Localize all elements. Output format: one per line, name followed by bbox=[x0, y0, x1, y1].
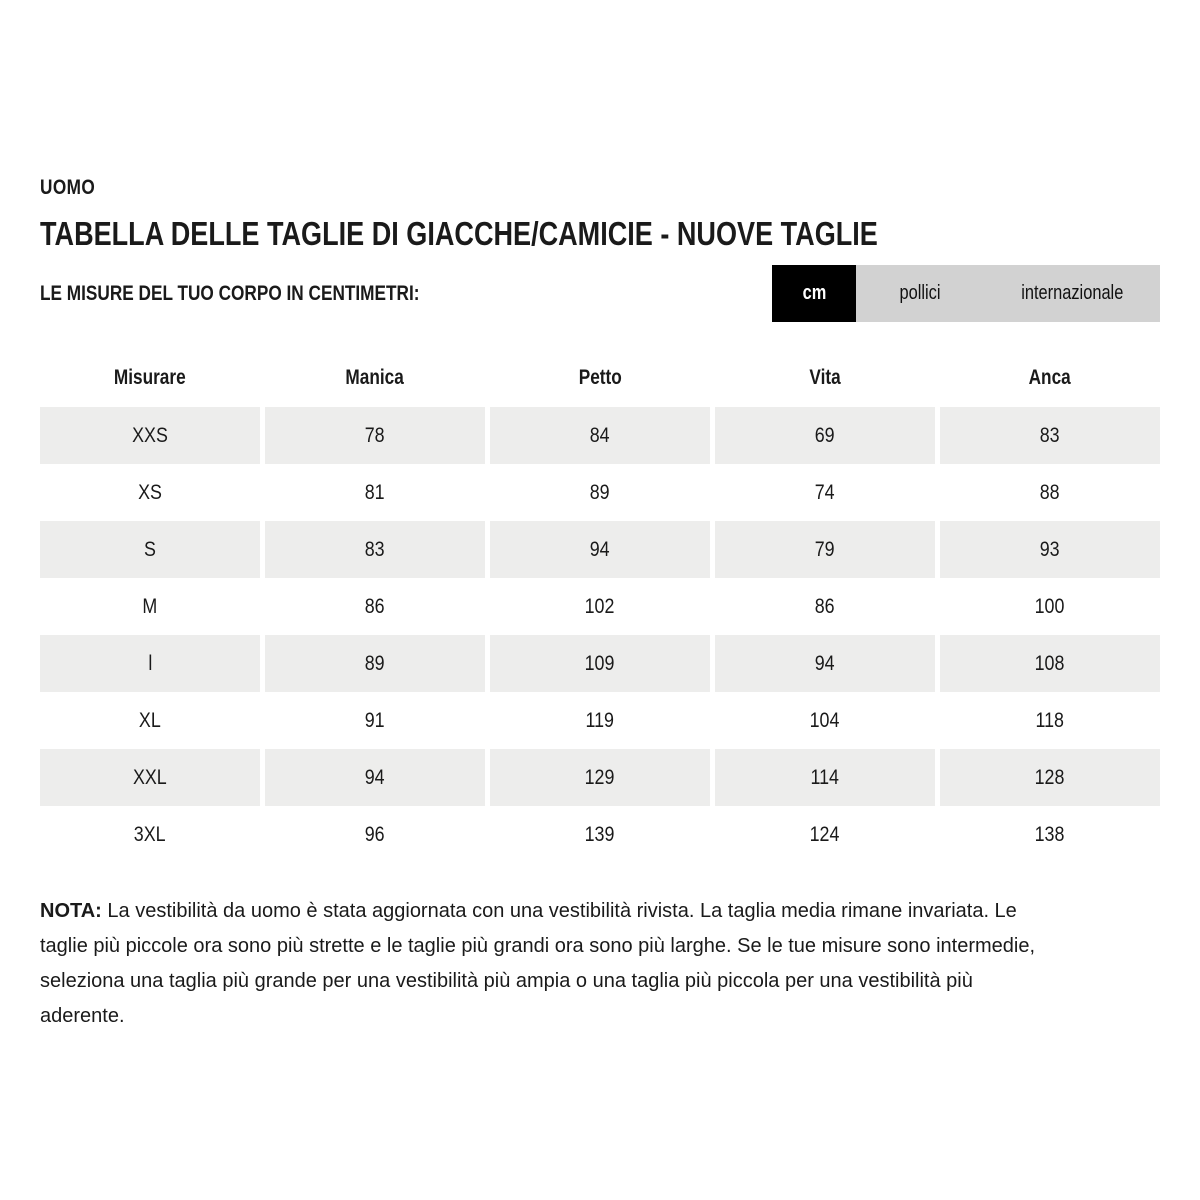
cell-value: 94 bbox=[365, 765, 385, 789]
size-table-header bbox=[40, 355, 1160, 400]
cell-value: 83 bbox=[1040, 423, 1060, 447]
measurement-cell bbox=[715, 407, 935, 464]
category-label bbox=[40, 176, 1160, 200]
cell-value: XS bbox=[138, 480, 162, 504]
fit-note-label: NOTA: bbox=[40, 900, 102, 922]
cell-value: 129 bbox=[585, 765, 615, 789]
cell-value: 93 bbox=[1040, 537, 1060, 561]
measurement-cell bbox=[490, 407, 710, 464]
cell-value: S bbox=[144, 537, 156, 561]
cell-value: 139 bbox=[585, 822, 615, 846]
unit-tabs bbox=[772, 265, 1160, 322]
cell-value: XL bbox=[139, 708, 161, 732]
cell-value: 69 bbox=[815, 423, 835, 447]
cell-value: 83 bbox=[365, 537, 385, 561]
cell-value: 86 bbox=[365, 594, 385, 618]
cell-value: 94 bbox=[815, 651, 835, 675]
size-label-cell bbox=[40, 407, 260, 464]
cell-value: 102 bbox=[585, 594, 615, 618]
measurement-cell bbox=[265, 692, 485, 749]
measurement-cell bbox=[490, 749, 710, 806]
measurement-cell bbox=[490, 521, 710, 578]
cell-value: 124 bbox=[810, 822, 840, 846]
measurement-cell bbox=[715, 749, 935, 806]
measurement-cell bbox=[940, 578, 1160, 635]
fit-note-text: La vestibilità da uomo è stata aggiornata con una vestibilità rivista. La taglia media rimane invariata. Le taglie più piccole ora sono più strette e le taglie più grandi ora sono più larghe. Se le tue misure sono intermedie, seleziona una taglia più grande per una vestibilità più ampia o una taglia più piccola per una vestibilità più aderente. bbox=[40, 900, 1036, 1027]
size-label-cell bbox=[40, 692, 260, 749]
cell-value: 74 bbox=[815, 480, 835, 504]
column-header-manica: Manica bbox=[345, 365, 405, 389]
table-row bbox=[40, 578, 1160, 635]
measurement-cell bbox=[940, 464, 1160, 521]
cell-value: 88 bbox=[1040, 480, 1060, 504]
measurement-cell bbox=[265, 578, 485, 635]
cell-value: 89 bbox=[590, 480, 610, 504]
measurement-cell bbox=[715, 692, 935, 749]
cell-value: 108 bbox=[1035, 651, 1065, 675]
measurements-subtitle-text: LE MISURE DEL TUO CORPO IN CENTIMETRI: bbox=[40, 281, 420, 305]
cell-value: 119 bbox=[585, 708, 615, 732]
column-header-misurare: Misurare bbox=[114, 365, 186, 389]
cell-value: 84 bbox=[590, 423, 610, 447]
cell-value: 118 bbox=[1035, 708, 1065, 732]
cell-value: 96 bbox=[365, 822, 385, 846]
size-table bbox=[40, 355, 1160, 863]
tab-internazionale-label: internazionale bbox=[1020, 282, 1124, 304]
measurement-cell bbox=[490, 464, 710, 521]
measurement-cell bbox=[940, 806, 1160, 863]
table-row bbox=[40, 806, 1160, 863]
subheader-row bbox=[40, 265, 1160, 322]
cell-value: 100 bbox=[1035, 594, 1065, 618]
cell-value: 128 bbox=[1035, 765, 1065, 789]
category-label-text: UOMO bbox=[40, 176, 96, 199]
measurements-subtitle bbox=[40, 282, 503, 306]
cell-value: 104 bbox=[810, 708, 840, 732]
measurement-cell bbox=[265, 407, 485, 464]
size-table-body bbox=[40, 407, 1160, 863]
size-label-cell bbox=[40, 578, 260, 635]
measurement-cell bbox=[940, 692, 1160, 749]
cell-value: 91 bbox=[365, 708, 385, 732]
tab-cm-label: cm bbox=[802, 282, 826, 304]
measurement-cell bbox=[265, 806, 485, 863]
size-label-cell bbox=[40, 749, 260, 806]
measurement-cell bbox=[940, 407, 1160, 464]
measurement-cell bbox=[940, 521, 1160, 578]
cell-value: XXS bbox=[132, 423, 168, 447]
cell-value: M bbox=[142, 594, 158, 618]
cell-value: l bbox=[148, 651, 152, 675]
measurement-cell bbox=[715, 635, 935, 692]
column-header-anca: Anca bbox=[1028, 365, 1072, 389]
table-row bbox=[40, 749, 1160, 806]
cell-value: 81 bbox=[365, 480, 385, 504]
table-row bbox=[40, 692, 1160, 749]
tab-pollici[interactable] bbox=[856, 265, 984, 322]
measurement-cell bbox=[265, 464, 485, 521]
measurement-cell bbox=[715, 806, 935, 863]
tab-internazionale[interactable] bbox=[984, 265, 1160, 322]
column-header-petto: Petto bbox=[578, 365, 622, 389]
cell-value: 78 bbox=[365, 423, 385, 447]
cell-value: 109 bbox=[585, 651, 615, 675]
cell-value: 94 bbox=[590, 537, 610, 561]
measurement-cell bbox=[715, 578, 935, 635]
measurement-cell bbox=[265, 749, 485, 806]
page-title-text: TABELLA DELLE TAGLIE DI GIACCHE/CAMICIE - NUOVE TAGLIE bbox=[40, 215, 878, 252]
cell-value: 3XL bbox=[134, 822, 166, 846]
size-label-cell bbox=[40, 635, 260, 692]
measurement-cell bbox=[715, 521, 935, 578]
table-row bbox=[40, 407, 1160, 464]
measurement-cell bbox=[490, 635, 710, 692]
measurement-cell bbox=[940, 749, 1160, 806]
column-header-vita: Vita bbox=[809, 365, 841, 389]
tab-cm[interactable] bbox=[772, 265, 856, 322]
size-label-cell bbox=[40, 521, 260, 578]
table-row bbox=[40, 464, 1160, 521]
measurement-cell bbox=[265, 521, 485, 578]
tab-pollici-label: pollici bbox=[899, 282, 941, 304]
size-label-cell bbox=[40, 806, 260, 863]
fit-note bbox=[40, 894, 1040, 1034]
page-title bbox=[40, 215, 1160, 253]
cell-value: 79 bbox=[815, 537, 835, 561]
measurement-cell bbox=[265, 635, 485, 692]
table-row bbox=[40, 521, 1160, 578]
measurement-cell bbox=[490, 692, 710, 749]
measurement-cell bbox=[940, 635, 1160, 692]
measurement-cell bbox=[715, 464, 935, 521]
table-row bbox=[40, 635, 1160, 692]
size-label-cell bbox=[40, 464, 260, 521]
cell-value: 89 bbox=[365, 651, 385, 675]
measurement-cell bbox=[490, 578, 710, 635]
cell-value: 114 bbox=[810, 765, 840, 789]
measurement-cell bbox=[490, 806, 710, 863]
cell-value: 138 bbox=[1035, 822, 1065, 846]
cell-value: XXL bbox=[133, 765, 167, 789]
cell-value: 86 bbox=[815, 594, 835, 618]
